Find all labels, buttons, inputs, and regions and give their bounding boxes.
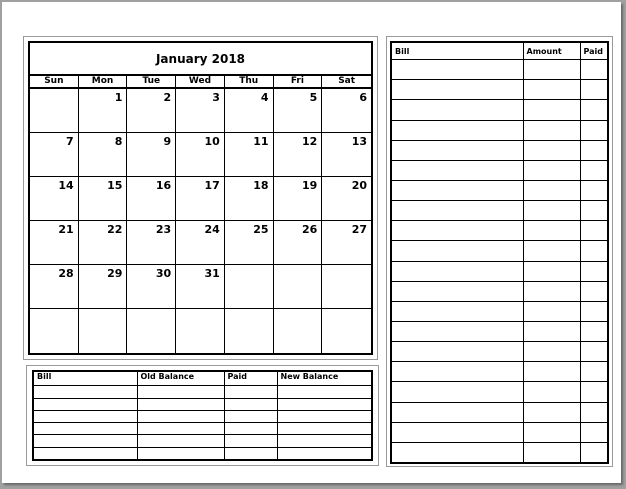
blank-cell (391, 201, 523, 221)
blank-cell (391, 362, 523, 382)
column-header: Paid (580, 42, 608, 60)
blank-cell (580, 180, 608, 200)
blank-cell (523, 261, 580, 281)
calendar-day-cell: 16 (127, 177, 176, 221)
blank-cell (523, 422, 580, 442)
bill-row (391, 362, 608, 382)
blank-cell (523, 281, 580, 301)
calendar-day-cell: 22 (79, 221, 128, 265)
calendar-day-cell: 26 (274, 221, 323, 265)
blank-cell (523, 362, 580, 382)
blank-cell (391, 301, 523, 321)
calendar-title: January 2018 (30, 43, 371, 76)
bill-row (391, 402, 608, 422)
blank-cell (580, 221, 608, 241)
weekday-header: Wed (176, 74, 225, 89)
bill-row (391, 342, 608, 362)
calendar-day-cell: 29 (79, 265, 128, 309)
calendar-panel (23, 36, 378, 360)
blank-cell (33, 423, 137, 435)
blank-cell (391, 241, 523, 261)
blank-cell (580, 100, 608, 120)
balance-row (33, 410, 372, 422)
blank-cell (580, 301, 608, 321)
worksheet-page (2, 2, 621, 483)
calendar-day-cell (176, 309, 225, 353)
calendar-day-cell: 23 (127, 221, 176, 265)
weekday-header: Thu (225, 74, 274, 89)
blank-cell (580, 281, 608, 301)
calendar-day-cell (30, 309, 79, 353)
bills-panel (386, 36, 613, 467)
blank-cell (391, 221, 523, 241)
calendar-grid (30, 74, 371, 353)
header-row (391, 42, 608, 60)
calendar-day-cell (322, 265, 371, 309)
column-header: Amount (523, 42, 580, 60)
blank-cell (580, 261, 608, 281)
blank-cell (391, 140, 523, 160)
blank-cell (277, 447, 372, 460)
balance-row (33, 447, 372, 460)
bill-row (391, 241, 608, 261)
calendar-day-cell (127, 309, 176, 353)
blank-cell (391, 382, 523, 402)
blank-cell (224, 423, 277, 435)
calendar-day-cell (225, 309, 274, 353)
calendar-day-cell (322, 309, 371, 353)
blank-cell (391, 402, 523, 422)
blank-cell (137, 447, 224, 460)
bill-row (391, 301, 608, 321)
bill-row (391, 261, 608, 281)
blank-cell (137, 423, 224, 435)
blank-cell (523, 60, 580, 80)
blank-cell (523, 160, 580, 180)
blank-cell (391, 100, 523, 120)
blank-cell (391, 261, 523, 281)
calendar-day-cell: 24 (176, 221, 225, 265)
blank-cell (33, 410, 137, 422)
blank-cell (391, 60, 523, 80)
blank-cell (391, 120, 523, 140)
calendar-day-cell: 10 (176, 133, 225, 177)
blank-cell (580, 60, 608, 80)
blank-cell (391, 281, 523, 301)
blank-cell (391, 342, 523, 362)
blank-cell (580, 422, 608, 442)
calendar-day-cell: 31 (176, 265, 225, 309)
blank-cell (580, 140, 608, 160)
blank-cell (523, 100, 580, 120)
calendar-day-cell: 3 (176, 89, 225, 133)
blank-cell (277, 435, 372, 447)
blank-cell (391, 422, 523, 442)
bill-row (391, 442, 608, 463)
blank-cell (224, 386, 277, 398)
calendar-day-cell (79, 309, 128, 353)
blank-cell (523, 140, 580, 160)
calendar-day-cell: 7 (30, 133, 79, 177)
blank-cell (580, 201, 608, 221)
blank-cell (391, 160, 523, 180)
blank-cell (523, 321, 580, 341)
blank-cell (523, 382, 580, 402)
calendar-day-cell: 14 (30, 177, 79, 221)
calendar-day-cell: 6 (322, 89, 371, 133)
blank-cell (33, 386, 137, 398)
blank-cell (580, 342, 608, 362)
header-row (33, 371, 372, 386)
bill-row (391, 80, 608, 100)
bill-row (391, 60, 608, 80)
blank-cell (523, 442, 580, 463)
calendar-day-cell: 25 (225, 221, 274, 265)
blank-cell (137, 398, 224, 410)
calendar-day-cell (30, 89, 79, 133)
calendar-day-cell: 13 (322, 133, 371, 177)
bill-row (391, 221, 608, 241)
blank-cell (277, 398, 372, 410)
calendar-day-cell: 11 (225, 133, 274, 177)
bill-row (391, 160, 608, 180)
calendar-day-cell (274, 265, 323, 309)
blank-cell (391, 80, 523, 100)
column-header: Bill (33, 371, 137, 386)
blank-cell (580, 382, 608, 402)
blank-cell (580, 362, 608, 382)
blank-cell (523, 120, 580, 140)
calendar-day-cell: 8 (79, 133, 128, 177)
bill-row (391, 120, 608, 140)
blank-cell (523, 80, 580, 100)
calendar-day-cell: 27 (322, 221, 371, 265)
calendar-day-cell: 1 (79, 89, 128, 133)
column-header: Old Balance (137, 371, 224, 386)
calendar-day-cell (274, 309, 323, 353)
bill-row (391, 422, 608, 442)
balance-panel (26, 365, 379, 466)
balance-table (32, 370, 373, 461)
calendar-day-cell (225, 265, 274, 309)
blank-cell (523, 301, 580, 321)
blank-cell (580, 241, 608, 261)
calendar-day-cell: 18 (225, 177, 274, 221)
blank-cell (580, 442, 608, 463)
bill-row (391, 201, 608, 221)
blank-cell (391, 442, 523, 463)
blank-cell (523, 221, 580, 241)
blank-cell (580, 80, 608, 100)
blank-cell (580, 160, 608, 180)
bill-row (391, 382, 608, 402)
blank-cell (523, 201, 580, 221)
blank-cell (580, 402, 608, 422)
weekday-header: Sat (322, 74, 371, 89)
bill-row (391, 100, 608, 120)
column-header: Paid (224, 371, 277, 386)
blank-cell (33, 398, 137, 410)
blank-cell (391, 180, 523, 200)
blank-cell (523, 180, 580, 200)
blank-cell (277, 423, 372, 435)
calendar-day-cell: 9 (127, 133, 176, 177)
balance-row (33, 386, 372, 398)
calendar-day-cell: 5 (274, 89, 323, 133)
calendar-day-cell: 17 (176, 177, 225, 221)
calendar-day-cell: 21 (30, 221, 79, 265)
blank-cell (391, 321, 523, 341)
bill-row (391, 281, 608, 301)
weekday-header: Sun (30, 74, 79, 89)
weekday-header: Tue (127, 74, 176, 89)
blank-cell (523, 402, 580, 422)
calendar-day-cell: 28 (30, 265, 79, 309)
blank-cell (277, 386, 372, 398)
blank-cell (137, 435, 224, 447)
calendar-day-cell: 2 (127, 89, 176, 133)
column-header: Bill (391, 42, 523, 60)
blank-cell (277, 410, 372, 422)
blank-cell (523, 241, 580, 261)
calendar-day-cell: 30 (127, 265, 176, 309)
weekday-header: Fri (274, 74, 323, 89)
blank-cell (580, 120, 608, 140)
blank-cell (224, 447, 277, 460)
bills-table (390, 41, 609, 464)
blank-cell (224, 398, 277, 410)
bill-row (391, 180, 608, 200)
balance-row (33, 435, 372, 447)
blank-cell (224, 435, 277, 447)
blank-cell (580, 321, 608, 341)
blank-cell (224, 410, 277, 422)
column-header: New Balance (277, 371, 372, 386)
bill-row (391, 140, 608, 160)
blank-cell (33, 447, 137, 460)
calendar-day-cell: 20 (322, 177, 371, 221)
calendar-day-cell: 15 (79, 177, 128, 221)
blank-cell (137, 386, 224, 398)
calendar-day-cell: 4 (225, 89, 274, 133)
blank-cell (137, 410, 224, 422)
calendar-day-cell: 19 (274, 177, 323, 221)
weekday-header: Mon (79, 74, 128, 89)
balance-row (33, 398, 372, 410)
blank-cell (33, 435, 137, 447)
calendar (28, 41, 373, 355)
calendar-day-cell: 12 (274, 133, 323, 177)
bill-row (391, 321, 608, 341)
balance-row (33, 423, 372, 435)
blank-cell (523, 342, 580, 362)
